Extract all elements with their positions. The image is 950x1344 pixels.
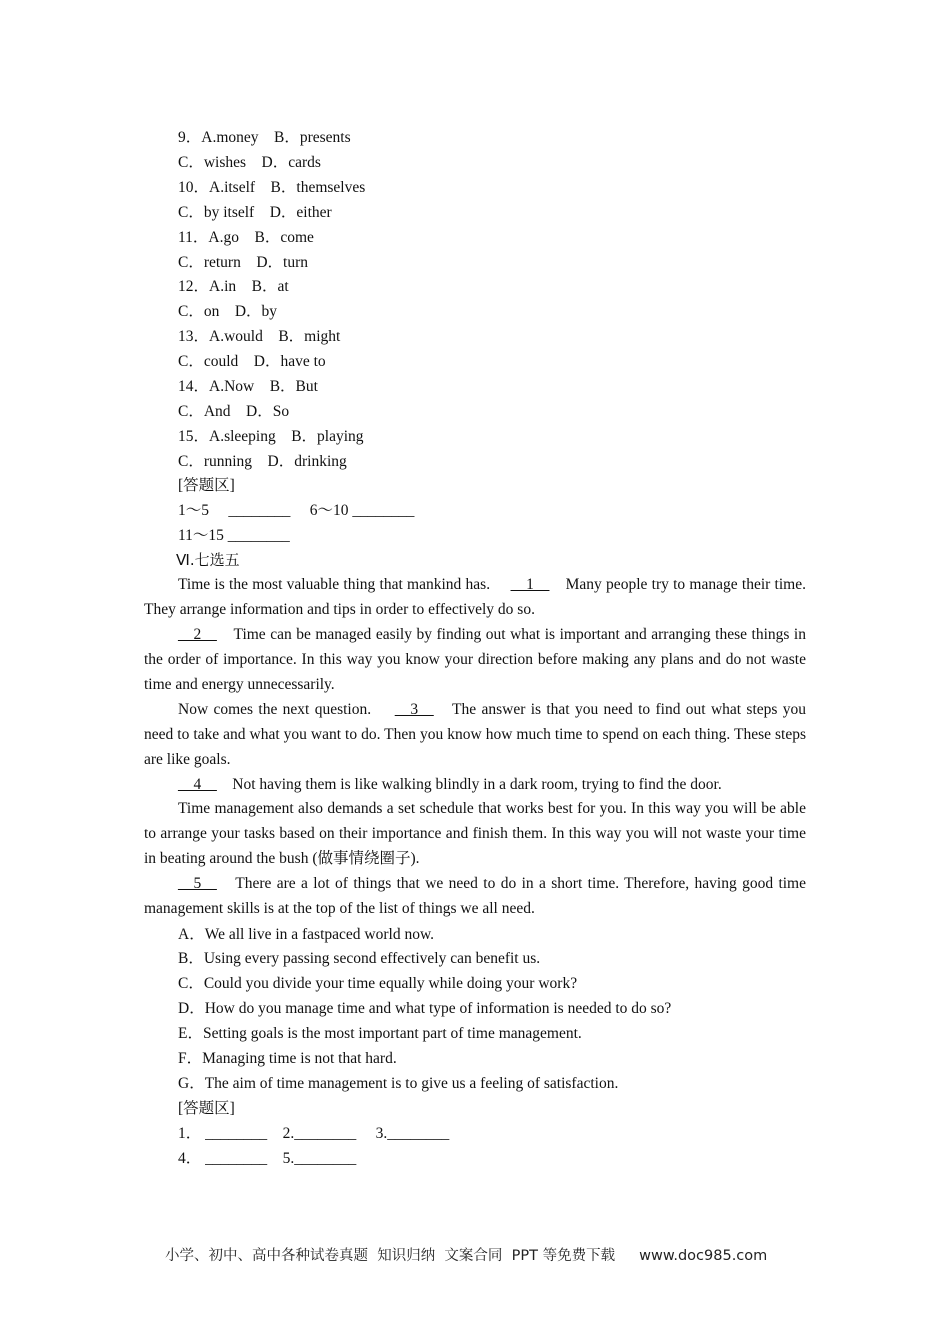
cloze-question-11-ab: 11．A.go B．come	[178, 228, 314, 246]
cloze-question-10-cd: C．by itself D．either	[178, 203, 332, 221]
text: The answer is that you need to find out what steps you need to take and what you want to do. Then you know how much time to spend on each thing. These steps are like goals.	[144, 701, 807, 768]
section-title: Ⅵ.七选五	[176, 551, 240, 569]
cloze-question-10-ab: 10．A.itself B．themselves	[178, 178, 366, 196]
passage-paragraph-3	[144, 697, 806, 772]
blank-4: __4__	[178, 776, 217, 793]
footer-url[interactable]: www.doc985.com	[639, 1248, 768, 1264]
passage-paragraph-1	[144, 572, 806, 622]
text: Time can be managed easily by finding out what is important and arranging these things in the order of importance. In this way you know your direction before making any plans and do not waste time and energy unnecessarily.	[144, 626, 806, 693]
text: Not having them is like walking blindly in a dark room, trying to find the door.	[216, 776, 722, 793]
text: Many people try to manage their time. They arrange information and tips in order to effectively do so.	[144, 576, 806, 618]
passage-paragraph-2	[144, 622, 806, 697]
choice-b: B．Using every passing second effectively can benefit us.	[178, 950, 541, 967]
blank-5: __5__	[178, 875, 217, 892]
passage-paragraph-6	[144, 871, 806, 921]
cloze-question-9-cd: C．wishes D．cards	[178, 153, 321, 171]
text: Now comes the next question.	[178, 701, 395, 718]
text: There are a lot of things that we need to do in a short time. Therefore, having good time management skills is at the top of the list of things we all need.	[144, 875, 806, 917]
choice-e: E．Setting goals is the most important part of time management.	[178, 1025, 582, 1042]
cloze-question-9-ab: 9．A.money B．presents	[178, 129, 351, 146]
choice-a: A．We all live in a fastpaced world now.	[178, 926, 434, 943]
cloze-question-15-ab: 15．A.sleeping B．playing	[178, 427, 364, 445]
cloze-question-14-cd: C．And D．So	[178, 402, 290, 420]
answer-area-label: [答题区]	[178, 477, 235, 494]
choice-d: D．How do you manage time and what type of information is needed to do so?	[178, 1000, 672, 1017]
choice-f: F．Managing time is not that hard.	[178, 1050, 397, 1067]
cloze-question-11-cd: C．return D．turn	[178, 253, 309, 271]
choice-c: C．Could you divide your time equally while doing your work?	[178, 975, 578, 992]
answer-row-1-2: 1． ________ 2.________ 3.________	[178, 1125, 450, 1142]
answer-row-1: 1～5 ________ 6～10 ________	[178, 502, 415, 519]
blank-2: __2__	[178, 626, 217, 643]
answer-area-label-2: [答题区]	[178, 1100, 235, 1117]
cloze-question-14-ab: 14．A.Now B．But	[178, 378, 318, 395]
cloze-question-13-ab: 13．A.would B．might	[178, 328, 341, 346]
answer-row-2-2: 4． ________ 5.________	[178, 1150, 357, 1167]
footer-text: 小学、初中、高中各种试卷真题 知识归纳 文案合同 PPT 等免费下载	[165, 1248, 616, 1264]
cloze-question-12-ab: 12．A.in B．at	[178, 278, 289, 296]
footer	[165, 1244, 767, 1265]
blank-1: __1__	[510, 576, 550, 593]
answer-row-2: 11～15 ________	[178, 527, 290, 544]
cloze-question-13-cd: C．could D．have to	[178, 353, 326, 371]
blank-3: __3__	[394, 701, 434, 718]
choice-g: G．The aim of time management is to give us a feeling of satisfaction.	[178, 1075, 619, 1092]
text: Time is the most valuable thing that mankind has.	[178, 576, 511, 593]
cloze-question-12-cd: C．on D．by	[178, 303, 278, 321]
passage-paragraph-5: Time management also demands a set schedule that works best for you. In this way you will be able to arrange your tasks based on their importance and finish them. In this way you will not waste your time in beating around the bush (做事情绕圈子).	[144, 800, 806, 867]
passage-paragraph-4	[144, 772, 806, 797]
cloze-question-15-cd: C．running D．drinking	[178, 452, 347, 470]
